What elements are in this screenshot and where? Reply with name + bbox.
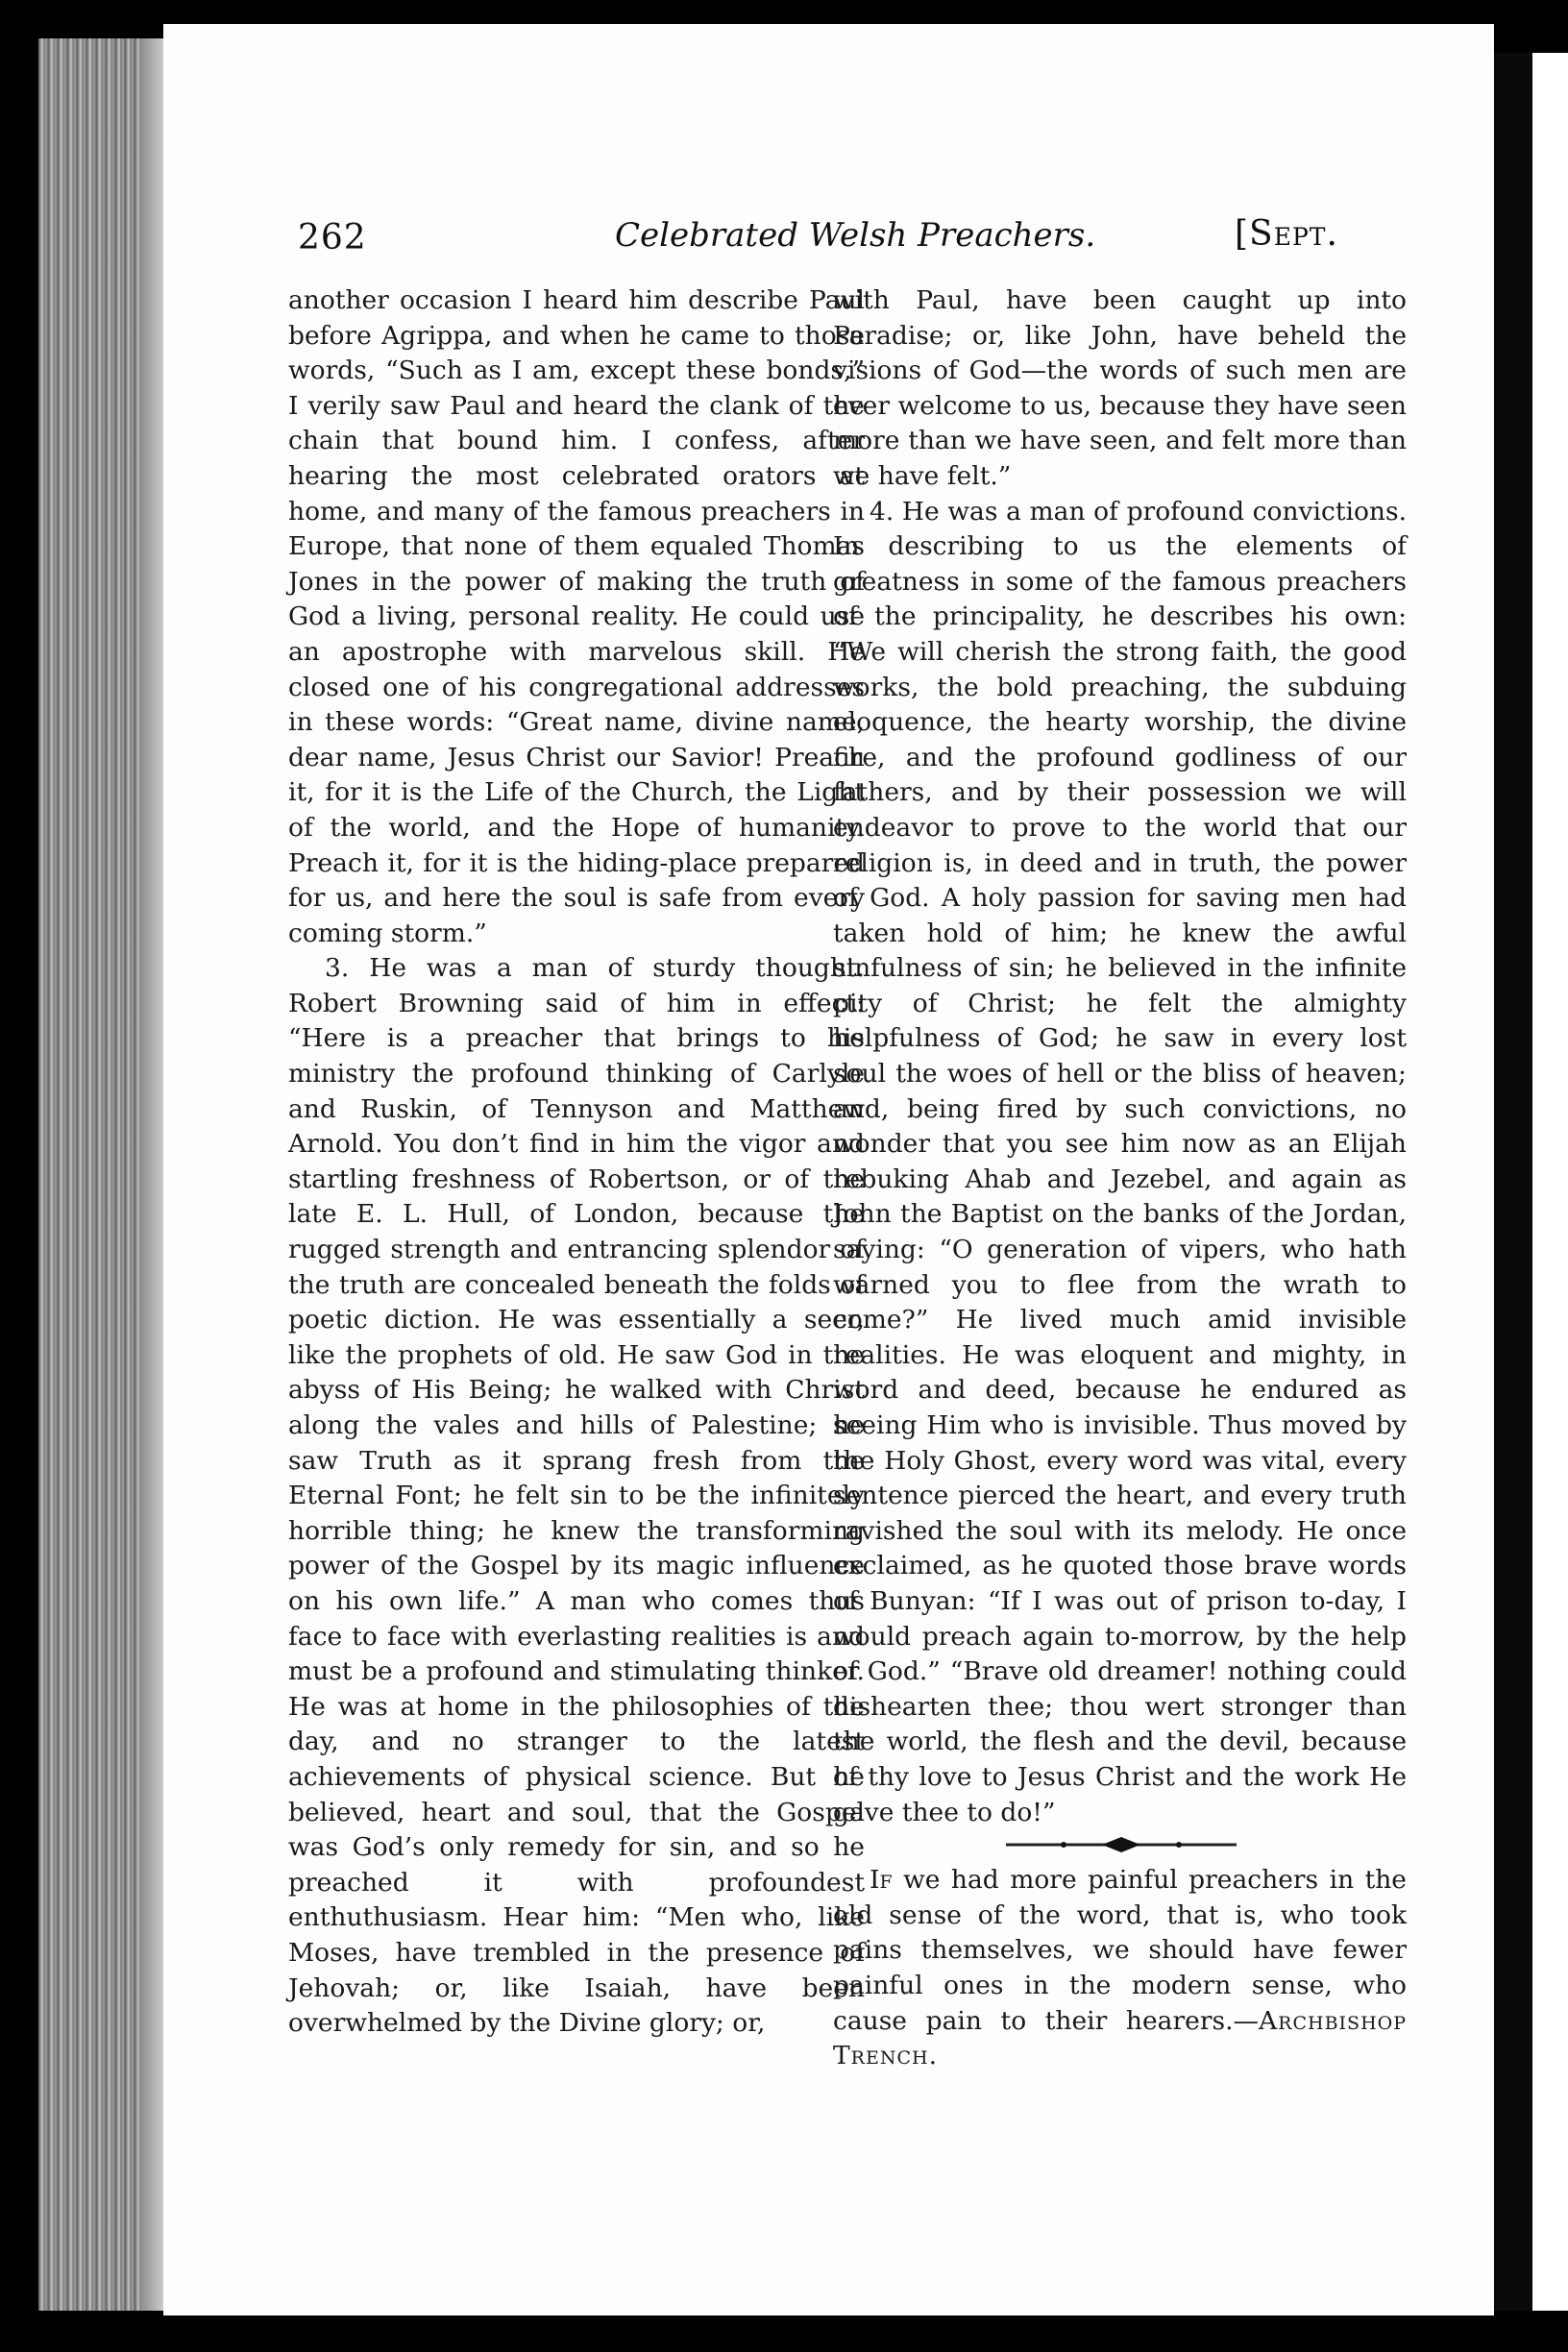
section-divider [833, 1830, 1409, 1859]
left-paragraph-2: 3. He was a man of sturdy thought. Robert Browning said of him in effect: “Here is a preacher that brings to his ministry the profound thinking of Carlyle and Ruskin, of Tennyson and Matthew Arnold. You don’t find in him the vigor and startling freshness of Robertson, or of the late E. L. Hull, of London, because the rugged strength and entrancing splendor of the truth are concealed beneath the folds of poetic diction. He was essentially a seer, like the prophets of old. He saw God in the abyss of His Being; he walked with Christ along the vales and hills of Palestine; he saw Truth as it sprang fresh from the Eternal Font; he felt sin to be the infinitely horrible thing; he knew the transforming power of the Gospel by its magic influence on his own life.” A man who comes thus face to face with everlasting realities is and must be a profound and stimulating thinker. He was at home in the philosophies of the day, and no stranger to the latest achievements of physical science. But he believed, heart and soul, that the Gospel was God’s only remedy for sin, and so he preached it with profoundest enthuthusiasm. Hear him: “Men who, like Moses, have trembled in the presence of Jehovah; or, like Isaiah, have been overwhelmed by the Divine glory; or, [288, 953, 865, 2039]
quote-opening-word: If [870, 1865, 893, 1896]
running-month: [Sept. [1235, 214, 1338, 254]
right-paragraph-1: with Paul, have been caught up into Paradise; or, like John, have beheld the visions of God—the words of such men are ever welcome to us, because they have seen more than we have seen, and felt more than we have felt.” [833, 285, 1407, 491]
ornament-divider-icon [996, 1830, 1246, 1859]
right-paragraph-2: 4. He was a man of profound convictions. In describing to us the elements of greatness in some of the famous preachers of the principality, he describes his own: “We will cherish the strong faith, the good works, the bold preaching, the subduing eloquence, the hearty worship, the divine fire, and the profound godliness of our fathers, and by their possession we will endeavor to prove to the world that our religion is, in deed and in truth, the power of God. A holy passion for saving men had taken hold of him; he knew the awful sinfulness of sin; he believed in the infinite pity of Christ; he felt the almighty helpfulness of God; he saw in every lost soul the woes of hell or the bliss of heaven; and, being fired by such convictions, no wonder that you see him now as an Elijah rebuking Ahab and Jezebel, and again as John the Baptist on the banks of the Jordan, saying: “O generation of vipers, who hath warned you to flee from the wrath to come?” He lived much amid invisible realities. He was eloquent and mighty, in word and deed, because he endured as seeing Him who is invisible. Thus moved by the Holy Ghost, every word was vital, every sentence pierced the heart, and every truth ravished the soul with its melody. He once exclaimed, as he quoted those brave words of Bunyan: “If I was out of prison to-day, I would preach again to-morrow, by the help of God.” “Brave old dreamer! nothing could dishearten thee; thou wert stronger than the world, the flesh and the devil, because of thy love to Jesus Christ and the work He gave thee to do!” [833, 496, 1407, 1827]
right-column [833, 283, 1407, 2074]
closing-quote-text: we had more painful preachers in the old sense of the word, that is, who took pains themselves, we should have fewer painful ones in the modern sense, who cause pain to their hearers.— [833, 1865, 1407, 2036]
left-column [288, 283, 865, 2042]
binding-shadow [1494, 53, 1532, 2311]
book-page-edge [38, 38, 149, 2311]
closing-quote-paragraph [833, 1863, 1407, 2074]
running-title: Celebrated Welsh Preachers. [615, 216, 1096, 255]
quote-attribution: Archbishop Trench. [833, 2005, 1407, 2071]
book-page [163, 24, 1494, 2315]
page-header [163, 197, 1494, 264]
page-number: 262 [298, 218, 367, 257]
next-page-edge [1532, 53, 1568, 2311]
left-paragraph-1: another occasion I heard him describe Paul before Agrippa, and when he came to those words, “Such as I am, except these bonds,” I verily saw Paul and heard the clank of the chain that bound him. I confess, after hearing the most celebrated orators at home, and many of the famous preachers in Europe, that none of them equaled Thomas Jones in the power of making the truth of God a living, personal reality. He could use an apostrophe with marvelous skill. He closed one of his congregational addresses in these words: “Great name, divine name, dear name, Jesus Christ our Savior! Preach it, for it is the Life of the Church, the Light of the world, and the Hope of humanity. Preach it, for it is the hiding-place prepared for us, and here the soul is safe from every coming storm.” [288, 285, 865, 948]
